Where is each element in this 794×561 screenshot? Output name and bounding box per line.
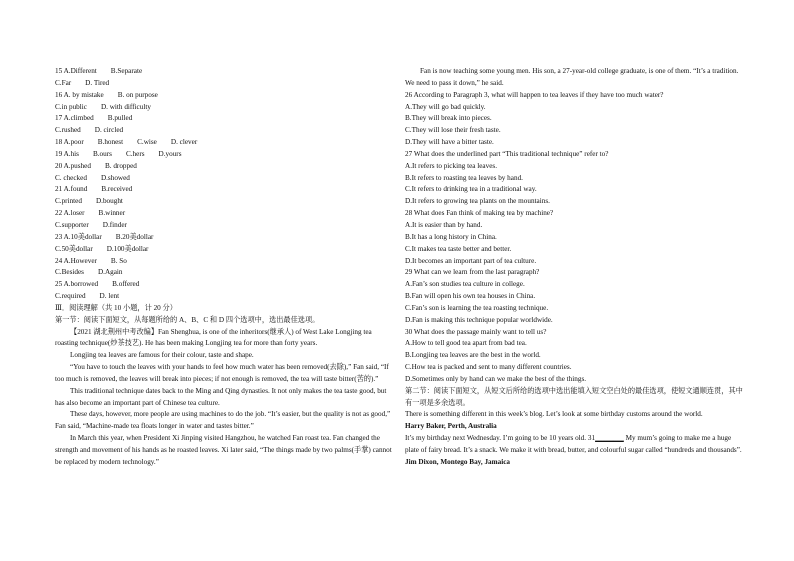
option-row bbox=[55, 244, 393, 256]
option-text: B.pulled bbox=[107, 114, 133, 123]
option-text: B. So bbox=[110, 256, 127, 265]
part2-instruction: 第二节：阅读下面短文，从短文后所给的选项中选出能填入短文空白处的最佳选项，使短文通顺连贯，其中有一项是多余选项。 bbox=[405, 386, 743, 407]
option-row bbox=[55, 256, 393, 268]
question-option: C.They will lose their fresh taste. bbox=[405, 126, 501, 135]
blog-author-1: Harry Baker, Perth, Australia bbox=[405, 422, 497, 431]
option-row bbox=[55, 267, 393, 279]
passage-paragraph-6: In March this year, when President Xi Jinping visited Hangzhou, he watched Fan roast tea. Fan changed the strength and movement of his hands as he roasted leaves. Xi later said, “The things made by two palms(手掌) cannot be replaced by modern technology.” bbox=[55, 434, 392, 466]
option-text: D.bought bbox=[95, 197, 123, 206]
question-option: A.They will go bad quickly. bbox=[405, 102, 486, 111]
question-option: A.Fan’s son studies tea culture in college. bbox=[405, 280, 525, 289]
option-text: D. lent bbox=[99, 292, 120, 301]
question-stem: 29 What can we learn from the last paragraph? bbox=[405, 268, 540, 277]
passage-paragraph-7: Fan is now teaching some young men. His son, a 27-year-old college graduate, is one of them. “It’s a tradition. We need to pass it down,” he said. bbox=[405, 67, 739, 87]
option-text: B.ours bbox=[92, 149, 112, 158]
right-column bbox=[405, 66, 743, 469]
option-text: 22 A.loser bbox=[55, 209, 85, 218]
option-text: D.finder bbox=[102, 220, 127, 229]
option-text: B.Separate bbox=[110, 67, 143, 75]
option-text: B. on purpose bbox=[117, 90, 158, 99]
option-text: C.rushed bbox=[55, 126, 81, 135]
options-list bbox=[55, 66, 393, 303]
option-row bbox=[55, 291, 393, 303]
option-row bbox=[55, 220, 393, 232]
option-text: B.20美dollar bbox=[115, 232, 154, 241]
question-option: D.Fan is making this technique popular worldwide. bbox=[405, 315, 553, 324]
option-text: 21 A.found bbox=[55, 185, 88, 194]
blog-author-2: Jim Dixon, Montego Bay, Jamaica bbox=[405, 457, 511, 466]
option-row bbox=[55, 161, 393, 173]
option-text: B.received bbox=[101, 185, 133, 194]
option-row bbox=[55, 78, 393, 90]
question-option: B.It refers to roasting tea leaves by hand. bbox=[405, 173, 523, 182]
question-option: D.It refers to growing tea plants on the mountains. bbox=[405, 197, 550, 206]
option-row bbox=[55, 125, 393, 137]
option-text: B. dropped bbox=[104, 161, 137, 170]
option-text: 23 A.10美dollar bbox=[55, 232, 102, 241]
option-text: C.supporter bbox=[55, 220, 89, 229]
passage-paragraph-4: This traditional technique dates back to the Ming and Qing dynasties. It not only makes the tea taste good, but has also become an important part of Chinese tea culture. bbox=[55, 386, 387, 407]
option-text: C.hers bbox=[125, 149, 145, 158]
question-option: B.They will break into pieces. bbox=[405, 114, 492, 123]
question-option: B.Fan will open his own tea houses in China. bbox=[405, 292, 536, 301]
option-text: D.showed bbox=[100, 173, 130, 182]
left-column bbox=[55, 66, 393, 469]
option-text: C.required bbox=[55, 292, 86, 301]
option-text: D.Again bbox=[97, 268, 123, 277]
option-text: 19 A.his bbox=[55, 149, 79, 158]
option-row bbox=[55, 232, 393, 244]
questions-list bbox=[405, 90, 743, 386]
option-text: 25 A.borrowed bbox=[55, 280, 99, 289]
option-row bbox=[55, 279, 393, 291]
question-option: D.It becomes an important part of tea culture. bbox=[405, 256, 537, 265]
question-stem: 26 According to Paragraph 3, what will happen to tea leaves if they have too much water? bbox=[405, 90, 664, 99]
blog-text-after: My mum’s going to make me a huge plate of fairy bread. It’s a snack. We make it with bread, butter, and colourful sugar called “hundreds and thousands”. bbox=[405, 434, 742, 454]
option-row bbox=[55, 113, 393, 125]
option-text: B.honest bbox=[97, 138, 124, 147]
option-text: D.100美dollar bbox=[106, 244, 149, 253]
blog-intro: There is something different in this week’s blog. Let’s look at some birthday customs around the world. bbox=[405, 410, 703, 419]
option-row bbox=[55, 208, 393, 220]
question-option: B.Longjing tea leaves are the best in the world. bbox=[405, 351, 541, 360]
option-text: D. circled bbox=[94, 126, 124, 135]
question-option: C.How tea is packed and sent to many different countries. bbox=[405, 363, 572, 372]
option-text: C.Far bbox=[55, 78, 72, 87]
option-text: C.wise bbox=[137, 138, 157, 147]
question-stem: 30 What does the passage mainly want to tell us? bbox=[405, 327, 547, 336]
option-text: C.in public bbox=[55, 102, 87, 111]
option-text: 20 A.pushed bbox=[55, 161, 91, 170]
option-text: C.50美dollar bbox=[55, 244, 93, 253]
question-stem: 27 What does the underlined part “This traditional technique” refer to? bbox=[405, 149, 609, 158]
option-row bbox=[55, 149, 393, 161]
blog-entry-1 bbox=[405, 433, 743, 457]
question-option: A.It is easier than by hand. bbox=[405, 220, 483, 229]
question-option: C.It makes tea taste better and better. bbox=[405, 244, 512, 253]
option-text: 24 A.However bbox=[55, 256, 97, 265]
passage-paragraph-1: 【2021 湖北荆州中考改编】Fan Shenghua, is one of the inheritors(继承人) of West Lake Longjing tea roasting technique(炒茶技艺). He has been making Longjing tea for more than forty years. bbox=[55, 327, 372, 348]
question-option: B.It has a long history in China. bbox=[405, 232, 497, 241]
question-stem: 28 What does Fan think of making tea by machine? bbox=[405, 209, 554, 218]
blog-text-before: It’s my birthday next Wednesday. I’m going to be 10 years old. 31 bbox=[405, 434, 596, 443]
option-row bbox=[55, 102, 393, 114]
option-row bbox=[55, 66, 393, 78]
option-text: D. Tired bbox=[85, 78, 110, 87]
option-text: B.offered bbox=[112, 280, 140, 289]
option-text: D.yours bbox=[158, 149, 182, 158]
option-text: D. with difficulty bbox=[100, 102, 151, 111]
question-option: A.How to tell good tea apart from bad tea. bbox=[405, 339, 527, 348]
option-row bbox=[55, 173, 393, 185]
question-option: D.Sometimes only by hand can we make the best of the things. bbox=[405, 374, 587, 383]
question-option: C.Fan’s son is learning the tea roasting technique. bbox=[405, 303, 549, 312]
option-text: B.winner bbox=[98, 209, 126, 218]
option-text: C.printed bbox=[55, 197, 82, 206]
section-heading: Ⅲ．阅读理解（共 10 小题，计 20 分） bbox=[55, 303, 177, 312]
passage-paragraph-3: “You have to touch the leaves with your hands to feel how much water has been removed(去除),” Fan said, “If too much is removed, the leaves will break into pieces; if not enough is removed, the tea will taste bitter(苦的).” bbox=[55, 363, 389, 383]
option-text: 15 A.Different bbox=[55, 67, 97, 75]
passage-paragraph-5: These days, however, more people are using machines to do the job. “It’s easier, but the quality is not as good,” Fan said, “Machine-made tea floats longer in water and tastes bitter.” bbox=[55, 410, 391, 431]
part1-instruction: 第一节：阅读下面短文，从每题所给的 A、B、C 和 D 四个选项中，选出最佳选项。 bbox=[55, 315, 320, 324]
passage-paragraph-2: Longjing tea leaves are famous for their colour, taste and shape. bbox=[70, 351, 254, 360]
option-row bbox=[55, 90, 393, 102]
option-text: 18 A.poor bbox=[55, 138, 84, 147]
option-text: C. checked bbox=[55, 173, 87, 182]
answer-blank-31: ________ bbox=[595, 434, 624, 443]
option-row bbox=[55, 196, 393, 208]
option-text: C.Besides bbox=[55, 268, 84, 277]
option-text: 16 A. by mistake bbox=[55, 90, 104, 99]
option-row bbox=[55, 184, 393, 196]
question-option: D.They will have a bitter taste. bbox=[405, 138, 494, 147]
option-row bbox=[55, 137, 393, 149]
option-text: D. clever bbox=[170, 138, 198, 147]
question-option: A.It refers to picking tea leaves. bbox=[405, 161, 498, 170]
option-text: 17 A.climbed bbox=[55, 114, 94, 123]
question-option: C.It refers to drinking tea in a traditional way. bbox=[405, 185, 537, 194]
